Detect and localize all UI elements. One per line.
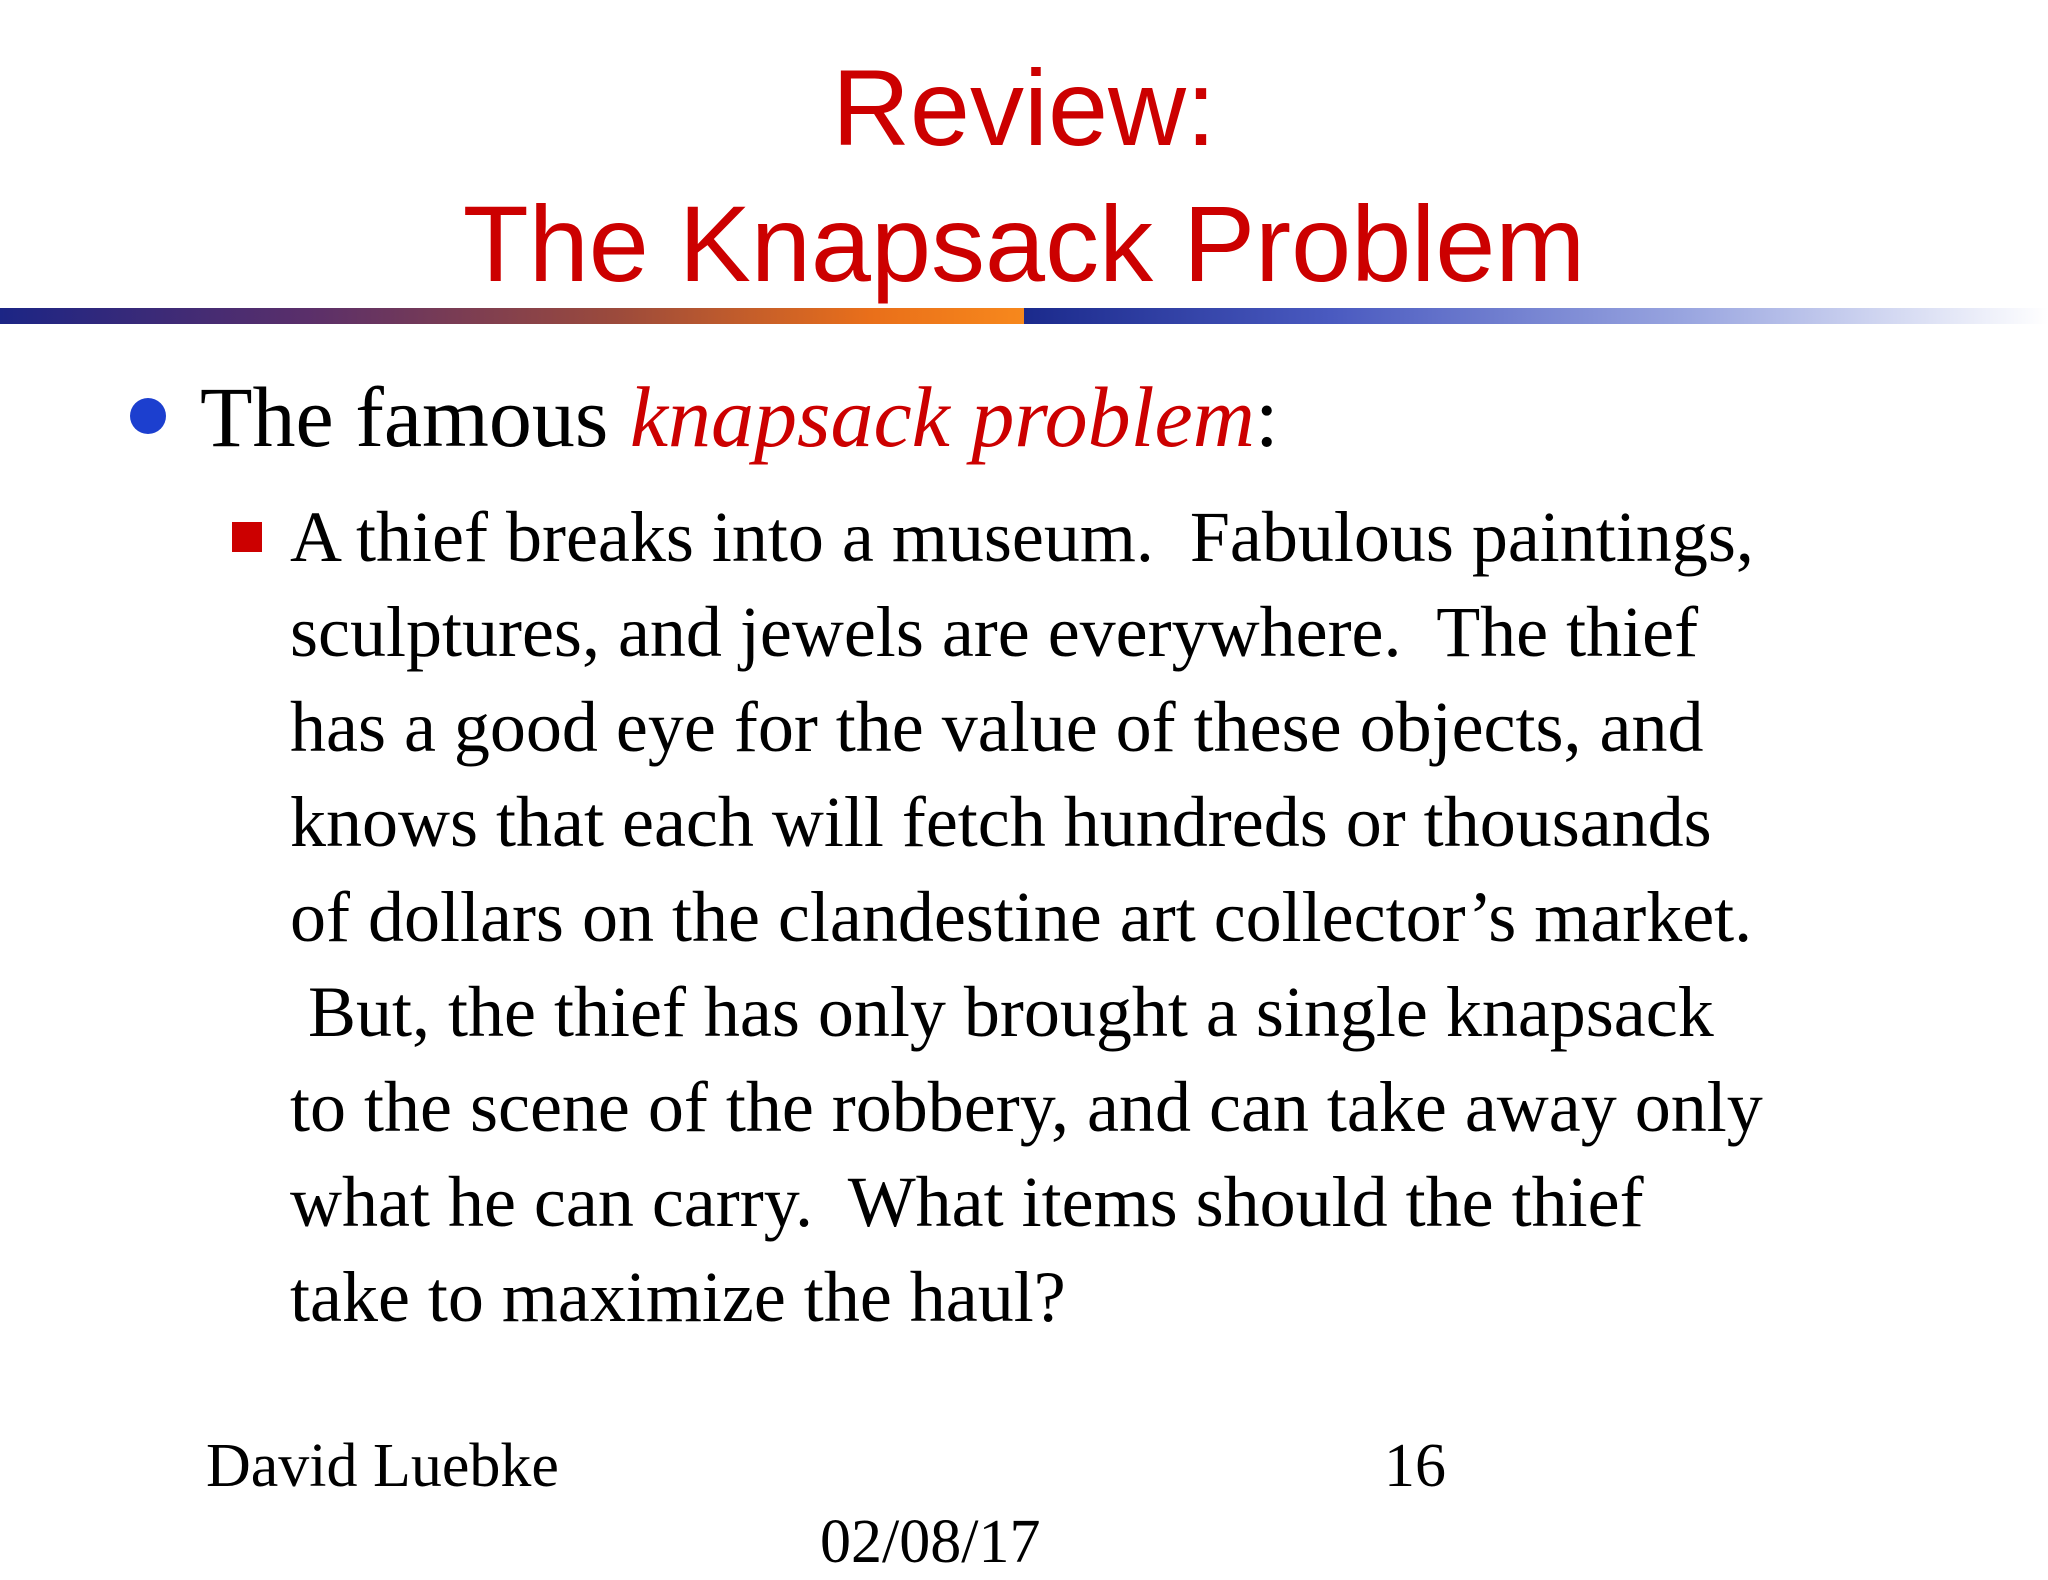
sub-bullet-square-icon xyxy=(232,522,262,552)
sub-bullet-line: of dollars on the clandestine art collector’s market. xyxy=(290,877,1753,957)
title-line-1: Review: xyxy=(831,47,1217,168)
sub-bullet-line: But, the thief has only brought a single knapsack xyxy=(290,972,1714,1052)
title-line-2: The Knapsack Problem xyxy=(462,183,1586,304)
footer-author: David Luebke xyxy=(206,1432,559,1500)
title-divider xyxy=(0,308,2048,324)
sub-bullet-line: to the scene of the robbery, and can take away only xyxy=(290,1067,1763,1147)
sub-bullet-line: what he can carry. What items should the thief xyxy=(290,1162,1644,1242)
bullet-text xyxy=(200,362,1279,472)
sub-bullet-paragraph xyxy=(290,490,1930,1345)
footer-date: 02/08/17 xyxy=(820,1508,1041,1576)
sub-bullet-line: has a good eye for the value of these objects, and xyxy=(290,687,1704,767)
footer-page-number: 16 xyxy=(1384,1432,1446,1500)
sub-bullet-line: sculptures, and jewels are everywhere. The thief xyxy=(290,592,1699,672)
bullet-dot-icon xyxy=(130,398,166,434)
bullet-emphasis: knapsack problem xyxy=(629,369,1255,465)
sub-bullet-line: A thief breaks into a museum. Fabulous paintings, xyxy=(290,497,1754,577)
divider-right-gradient xyxy=(1024,308,2048,324)
sub-bullet-line: take to maximize the haul? xyxy=(290,1257,1066,1337)
slide-title xyxy=(0,40,2048,312)
bullet-prefix: The famous xyxy=(200,369,630,465)
sub-bullet-line: knows that each will fetch hundreds or thousands xyxy=(290,782,1712,862)
bullet-suffix: : xyxy=(1254,369,1279,465)
divider-left-gradient xyxy=(0,308,1024,324)
